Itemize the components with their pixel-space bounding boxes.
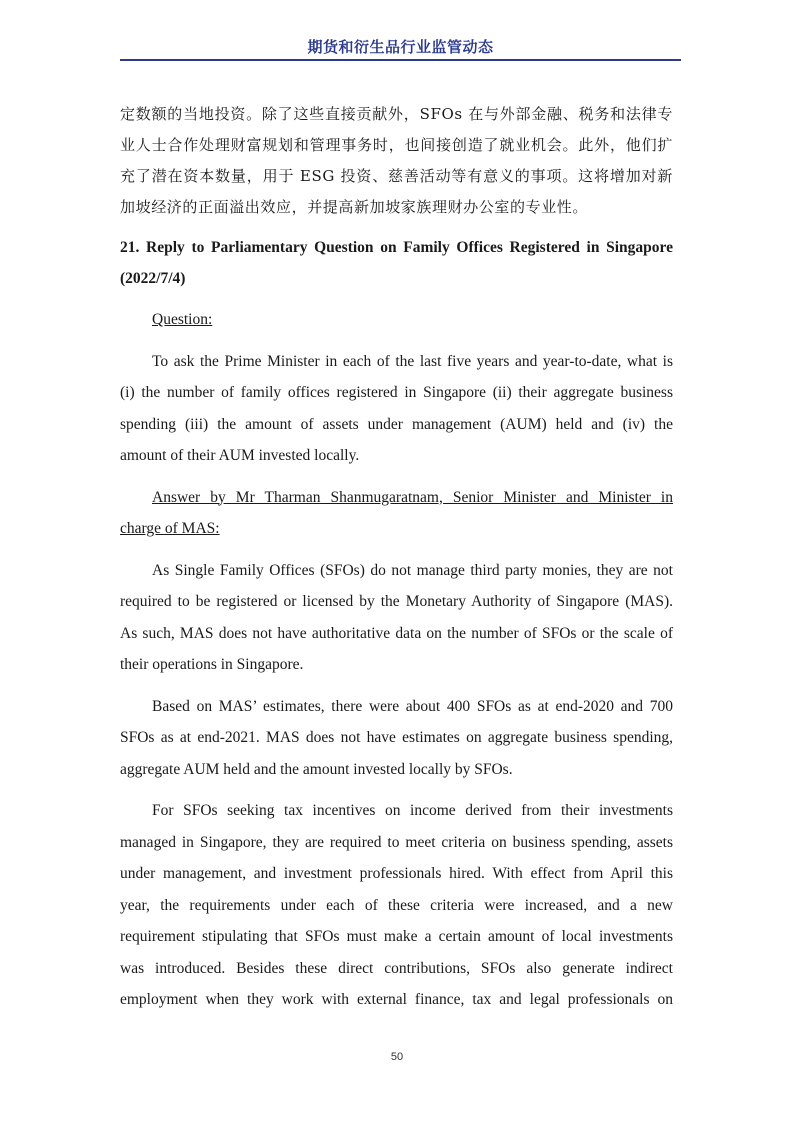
text-line: SFOs as at end-2021. MAS does not have estimates on aggregate business spending,	[120, 729, 673, 746]
text-line: For SFOs seeking tax incentives on income derived from their investments	[152, 802, 673, 819]
text-line: 加坡经济的正面溢出效应，并提高新加坡家族理财办公室的专业性。	[120, 198, 589, 216]
text-line: required to be registered or licensed by the Monetary Authority of Singapore (MAS).	[120, 593, 673, 610]
text-line: Based on MAS’ estimates, there were about 400 SFOs as at end-2020 and 700	[152, 697, 673, 715]
text-line: To ask the Prime Minister in each of the last five years and year-to-date, what is	[152, 352, 673, 370]
answer-paragraph-3	[120, 795, 673, 1016]
text-line: their operations in Singapore.	[120, 656, 304, 673]
text-line: employment when they work with external finance, tax and legal professionals on	[120, 991, 673, 1008]
question-label: Question:	[152, 311, 213, 328]
section-heading	[120, 232, 673, 294]
answer-label-line: Answer by Mr Tharman Shanmugaratnam, Senior Minister and Minister in	[152, 488, 673, 506]
answer-paragraph-1	[120, 555, 673, 681]
question-paragraph	[120, 346, 673, 472]
answer-paragraph-2	[120, 691, 673, 786]
text-line: 定数额的当地投资。除了这些直接贡献外，SFOs 在与外部金融、税务和法律专	[120, 105, 673, 123]
text-line: spending (iii) the amount of assets under management (AUM) held and (iv) the	[120, 415, 673, 433]
answer-label-line: charge of MAS:	[120, 520, 220, 537]
section-heading-line: 21. Reply to Parliamentary Question on Family Offices Registered in Singapore	[120, 239, 673, 256]
text-line: was introduced. Besides these direct contributions, SFOs also generate indirect	[120, 959, 673, 977]
answer-label	[120, 482, 673, 545]
text-line: managed in Singapore, they are required to meet criteria on business spending, assets	[120, 833, 673, 851]
text-line: (i) the number of family offices registered in Singapore (ii) their aggregate business	[120, 384, 673, 401]
section-heading-date: (2022/7/4)	[120, 270, 186, 287]
page-body	[120, 99, 673, 1016]
text-line: requirement stipulating that SFOs must make a certain amount of local investments	[120, 928, 673, 945]
page-number: 50	[390, 1051, 404, 1063]
question-label-row	[120, 304, 673, 336]
text-line: As such, MAS does not have authoritative data on the number of SFOs or the scale of	[120, 624, 673, 642]
text-line: As Single Family Offices (SFOs) do not manage third party monies, they are not	[152, 561, 673, 579]
text-line: amount of their AUM invested locally.	[120, 447, 360, 464]
text-line: under management, and investment professionals hired. With effect from April this	[120, 865, 673, 882]
text-line: 业人士合作处理财富规划和管理事务时，也间接创造了就业机会。此外，他们扩	[120, 136, 673, 154]
text-line: year, the requirements under each of these criteria were increased, and a new	[120, 896, 673, 914]
header-divider	[120, 59, 681, 61]
intro-chinese-paragraph	[120, 99, 673, 223]
running-header: 期货和衍生品行业监管动态	[307, 38, 494, 56]
text-line: 充了潜在资本数量，用于 ESG 投资、慈善活动等有意义的事项。这将增加对新	[120, 167, 673, 185]
text-line: aggregate AUM held and the amount invested locally by SFOs.	[120, 760, 513, 778]
